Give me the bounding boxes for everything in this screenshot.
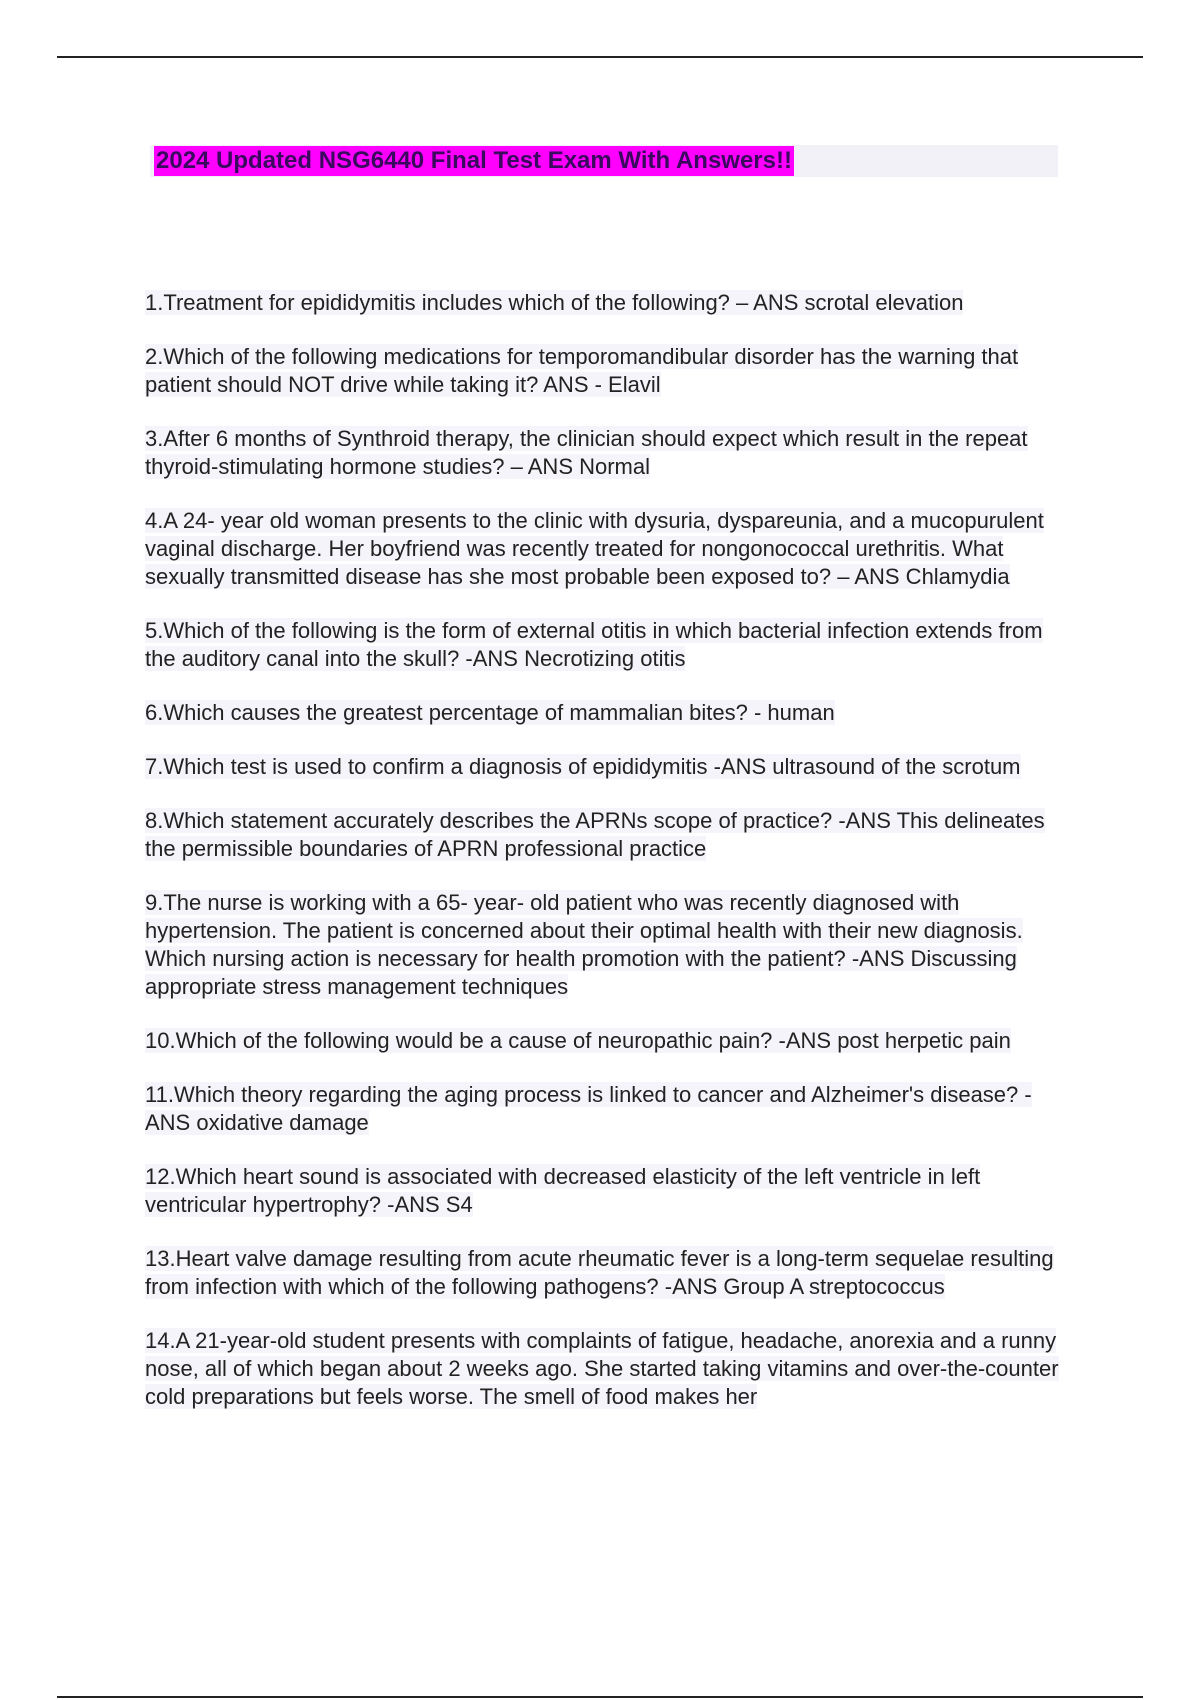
qa-item-1: 1.Treatment for epididymitis includes which of the following? – ANS scrotal elevation bbox=[145, 290, 964, 315]
document-title: 2024 Updated NSG6440 Final Test Exam With Answers!! bbox=[156, 147, 792, 174]
qa-item-13: 13.Heart valve damage resulting from acute rheumatic fever is a long-term sequelae resulting from infection with which of the following pathogens? -ANS Group A streptococcus bbox=[145, 1246, 1054, 1299]
qa-item-8: 8.Which statement accurately describes the APRNs scope of practice? -ANS This delineates the permissible boundaries of APRN professional practice bbox=[145, 808, 1045, 861]
qa-item-11: 11.Which theory regarding the aging process is linked to cancer and Alzheimer's disease? -ANS oxidative damage bbox=[145, 1082, 1032, 1135]
qa-item-12: 12.Which heart sound is associated with decreased elasticity of the left ventricle in left ventricular hypertrophy? -ANS S4 bbox=[145, 1164, 981, 1217]
qa-item-6: 6.Which causes the greatest percentage of mammalian bites? - human bbox=[145, 700, 835, 725]
qa-item-5: 5.Which of the following is the form of external otitis in which bacterial infection extends from the auditory canal into the skull? -ANS Necrotizing otitis bbox=[145, 618, 1043, 671]
qa-item-9: 9.The nurse is working with a 65- year- old patient who was recently diagnosed with hypertension. The patient is concerned about their optimal health with their new diagnosis. Which nursing action is necessary for health promotion with the patient? -ANS Discussing appropriate stress management techniques bbox=[145, 890, 1023, 999]
qa-item-4: 4.A 24- year old woman presents to the clinic with dysuria, dyspareunia, and a mucopurulent vaginal discharge. Her boyfriend was recently treated for nongonococcal urethritis. What sexually transmitted disease has she most probable been exposed to? – ANS Chlamydia bbox=[145, 508, 1044, 589]
qa-item-3: 3.After 6 months of Synthroid therapy, the clinician should expect which result in the repeat thyroid-stimulating hormone studies? – ANS Normal bbox=[145, 426, 1028, 479]
qa-item-10: 10.Which of the following would be a cause of neuropathic pain? -ANS post herpetic pain bbox=[145, 1028, 1011, 1053]
top-rule bbox=[57, 56, 1143, 58]
qa-item-7: 7.Which test is used to confirm a diagnosis of epididymitis -ANS ultrasound of the scrotum bbox=[145, 754, 1021, 779]
qa-list bbox=[145, 289, 1065, 1437]
bottom-rule bbox=[57, 1696, 1143, 1698]
qa-item-14: 14.A 21-year-old student presents with complaints of fatigue, headache, anorexia and a runny nose, all of which began about 2 weeks ago. She started taking vitamins and over-the-counter cold preparations but feels worse. The smell of food makes her bbox=[145, 1328, 1059, 1409]
qa-item-2: 2.Which of the following medications for temporomandibular disorder has the warning that patient should NOT drive while taking it? ANS - Elavil bbox=[145, 344, 1019, 397]
